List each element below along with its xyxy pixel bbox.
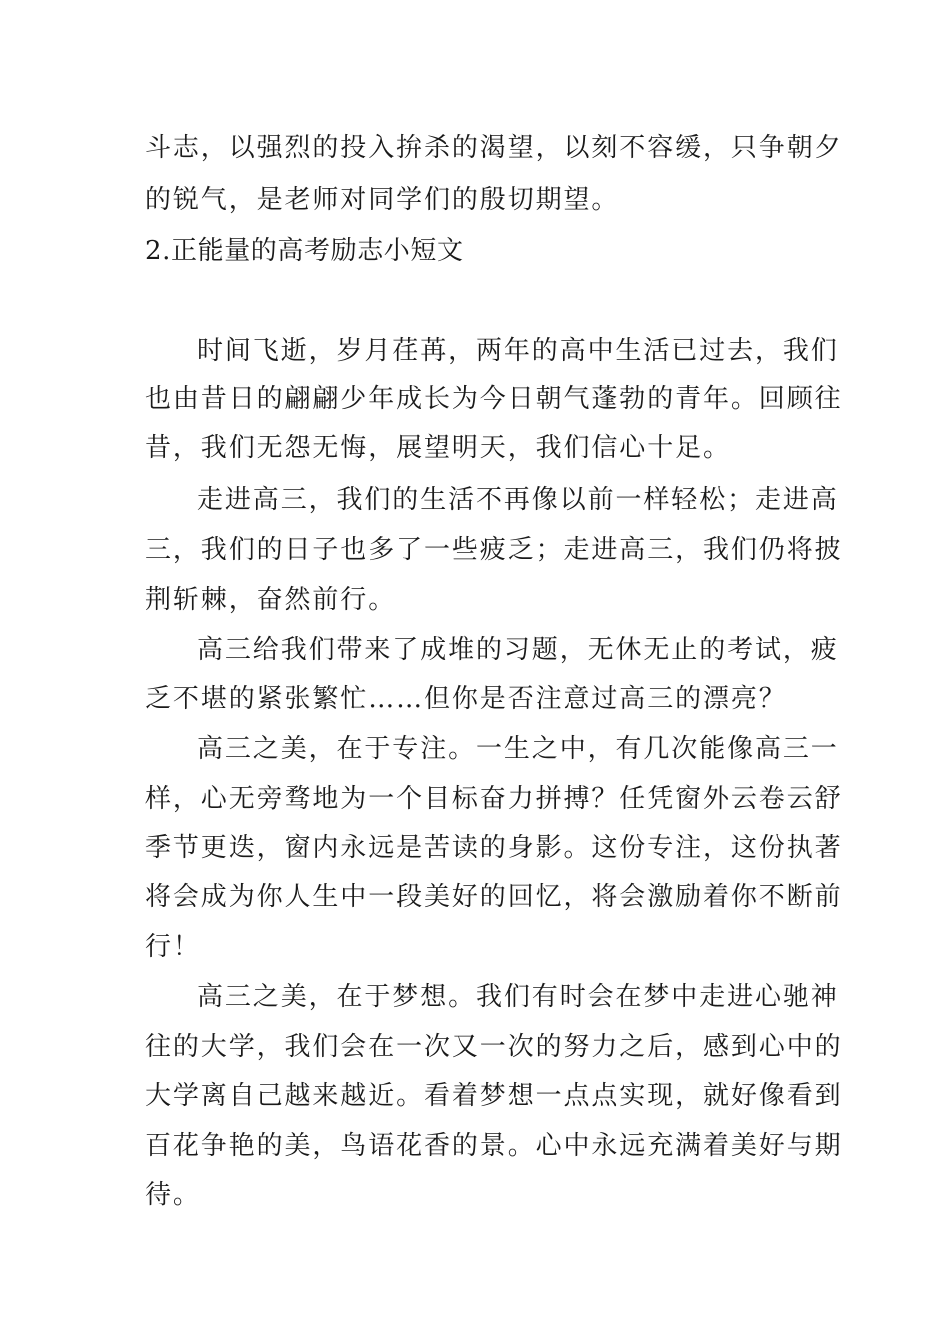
text-line: 将会成为你人生中一段美好的回忆，将会激励着你不断前 [145, 882, 843, 912]
text-line: 昔，我们无怨无悔，展望明天，我们信心十足。 [145, 433, 731, 463]
text-line: 季节更迭，窗内永远是苦读的身影。这份专注，这份执著 [145, 833, 843, 863]
text-line: 百花争艳的美，鸟语花香的景。心中永远充满着美好与期 [145, 1131, 843, 1161]
paragraph-first-line: 高三给我们带来了成堆的习题，无休无止的考试，疲 [197, 635, 839, 665]
text-line: 样，心无旁骛地为一个目标奋力拼搏？任凭窗外云卷云舒 [145, 784, 843, 814]
text-line: 乏不堪的紧张繁忙……但你是否注意过高三的漂亮？ [145, 684, 787, 714]
section-heading: 2.正能量的高考励志小短文 [145, 236, 464, 266]
paragraph-first-line: 时间飞逝，岁月荏苒，两年的高中生活已过去，我们 [197, 336, 839, 366]
paragraph-first-line: 高三之美，在于梦想。我们有时会在梦中走进心驰神 [197, 982, 839, 1012]
text-line: 往的大学，我们会在一次又一次的努力之后，感到心中的 [145, 1032, 843, 1062]
paragraph-first-line: 高三之美，在于专注。一生之中，有几次能像高三一 [197, 734, 839, 764]
text-line: 大学离自己越来越近。看着梦想一点点实现，就好像看到 [145, 1081, 843, 1111]
text-line: 行！ [145, 932, 201, 962]
text-line: 荆斩棘，奋然前行。 [145, 585, 397, 615]
text-line: 待。 [145, 1180, 201, 1210]
paragraph-first-line: 走进高三，我们的生活不再像以前一样轻松；走进高 [197, 485, 839, 515]
text-line: 三，我们的日子也多了一些疲乏；走进高三，我们仍将披 [145, 535, 843, 565]
text-line: 斗志，以强烈的投入拚杀的渴望，以刻不容缓，只争朝夕 [145, 133, 843, 163]
text-line: 也由昔日的翩翩少年成长为今日朝气蓬勃的青年。回顾往 [145, 384, 843, 414]
text-line: 的锐气，是老师对同学们的殷切期望。 [145, 185, 620, 215]
